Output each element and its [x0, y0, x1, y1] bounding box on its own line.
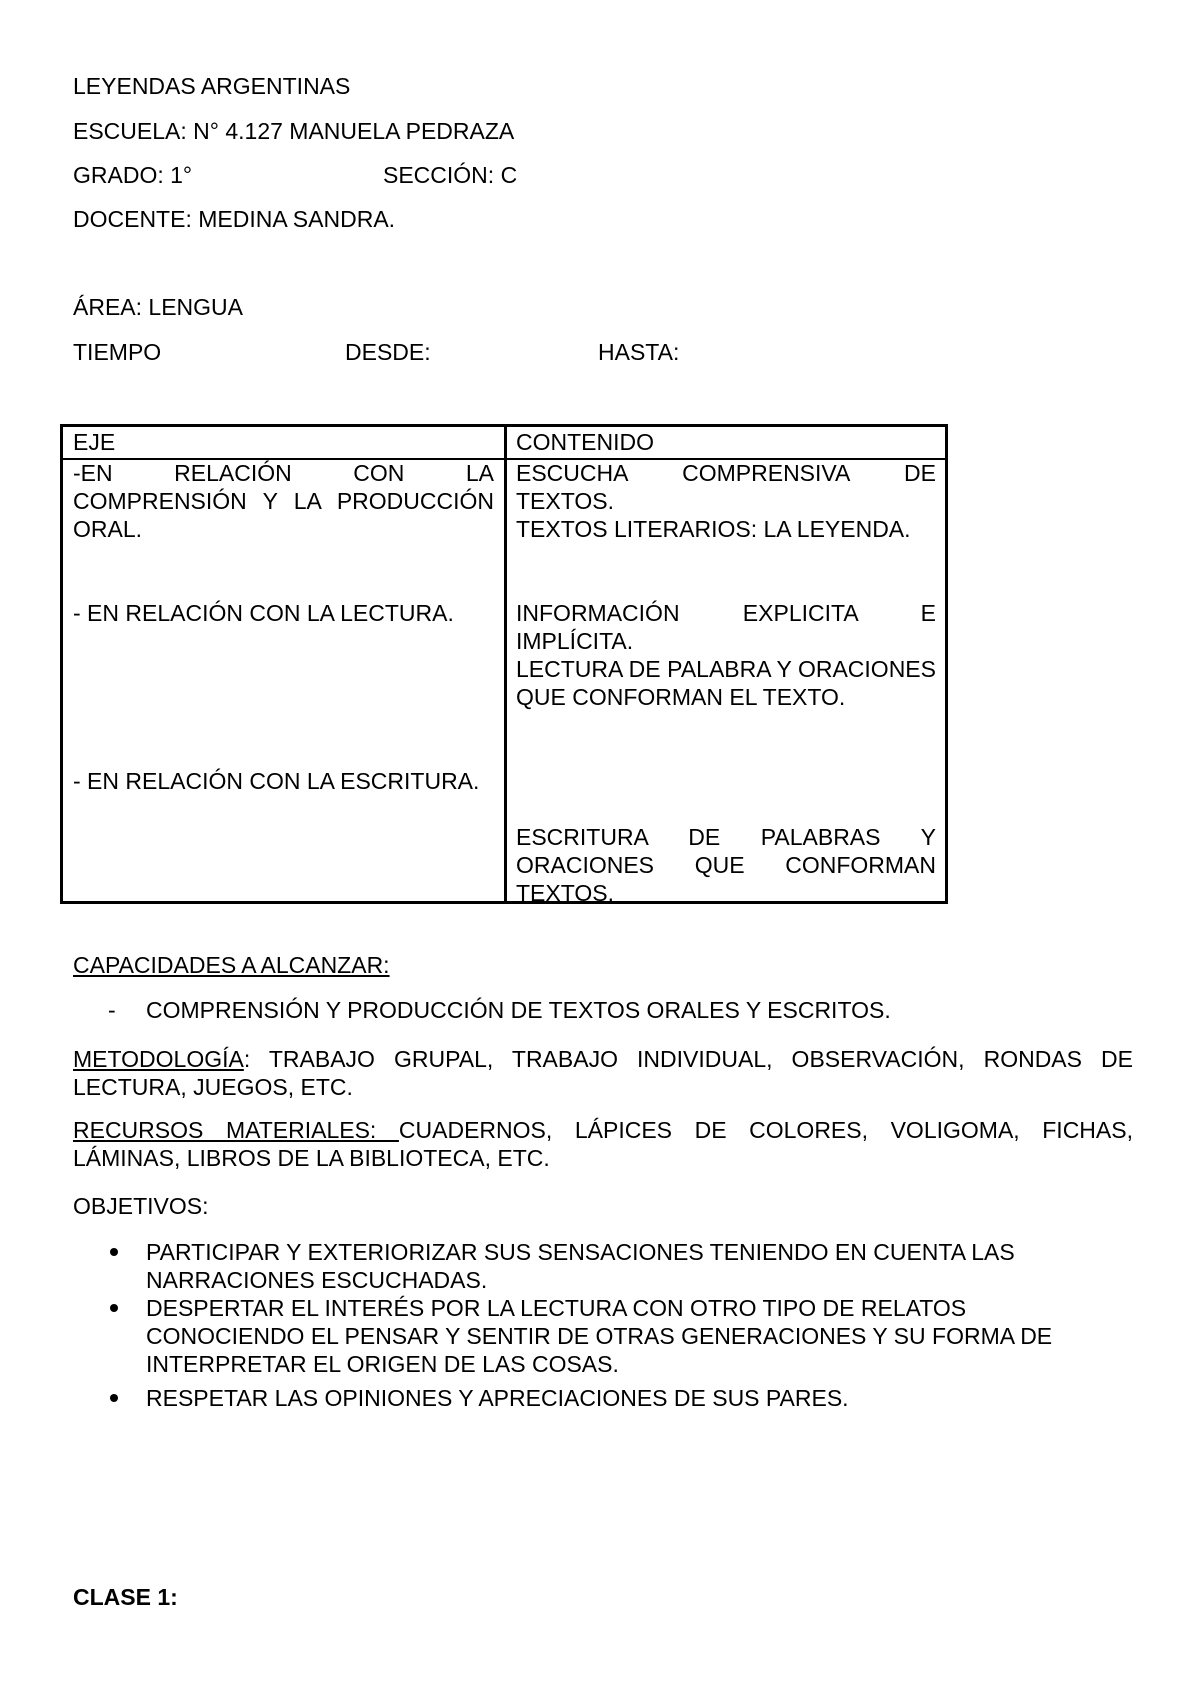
objetivos-heading: OBJETIVOS: [73, 1193, 209, 1219]
bullet-icon [110, 1248, 118, 1256]
area-line: ÁREA: LENGUA [73, 294, 243, 320]
eje-lectura: - EN RELACIÓN CON LA LECTURA. [73, 600, 454, 626]
capacidades-heading: CAPACIDADES A ALCANZAR: [73, 952, 390, 978]
school-line: ESCUELA: N° 4.127 MANUELA PEDRAZA [73, 118, 515, 144]
teacher-line: DOCENTE: MEDINA SANDRA. [73, 206, 396, 232]
time-label: TIEMPO [73, 339, 162, 365]
document-title: LEYENDAS ARGENTINAS [73, 73, 351, 99]
objetivo-item [108, 1238, 1118, 1294]
objetivo-item [108, 1384, 1118, 1412]
bullet-icon [110, 1394, 118, 1402]
objetivo-text: DESPERTAR EL INTERÉS POR LA LECTURA CON OTRO TIPO DE RELATOS CONOCIENDO EL PENSAR Y SENTIR DE OTRAS GENERACIONES Y SU FORMA DE INTERPRETAR EL ORIGEN DE LAS COSAS. [146, 1295, 1053, 1377]
metodologia-label: METODOLOGÍA [73, 1046, 244, 1072]
metodologia-text: : TRABAJO GRUPAL, TRABAJO INDIVIDUAL, OBSERVACIÓN, RONDAS DE LECTURA, JUEGOS, ETC. [73, 1046, 1133, 1100]
recursos-text: CUADERNOS, LÁPICES DE COLORES, VOLIGOMA, FICHAS, LÁMINAS, LIBROS DE LA BIBLIOTECA, ETC. [73, 1117, 1133, 1171]
contenido-escritura: ESCRITURA DE PALABRAS Y ORACIONES QUE CONFORMAN TEXTOS. [516, 824, 936, 906]
grade-line: GRADO: 1° [73, 162, 193, 188]
dash-marker: - [108, 997, 116, 1023]
content-table [60, 424, 948, 904]
eje-oral: -EN RELACIÓN CON LA COMPRENSIÓN Y LA PRODUCCIÓN ORAL. [73, 460, 494, 542]
to-label: HASTA: [598, 339, 680, 365]
eje-escritura: - EN RELACIÓN CON LA ESCRITURA. [73, 768, 480, 794]
objetivo-item [108, 1294, 1118, 1378]
capacidades-item-text: COMPRENSIÓN Y PRODUCCIÓN DE TEXTOS ORALES Y ESCRITOS. [146, 997, 891, 1023]
section-line: SECCIÓN: C [383, 162, 518, 188]
metodologia-paragraph [73, 1045, 1133, 1101]
objetivo-text: PARTICIPAR Y EXTERIORIZAR SUS SENSACIONES TENIENDO EN CUENTA LAS NARRACIONES ESCUCHADAS. [146, 1239, 1015, 1293]
clase-heading: CLASE 1: [73, 1584, 178, 1610]
capacidades-item [108, 996, 891, 1024]
objetivos-list [108, 1238, 1118, 1412]
bullet-icon [110, 1304, 118, 1312]
contenido-textos-literarios: TEXTOS LITERARIOS: LA LEYENDA. [516, 516, 911, 542]
table-column-divider [504, 427, 507, 901]
recursos-paragraph [73, 1116, 1133, 1172]
table-header-contenido: CONTENIDO [516, 429, 654, 455]
recursos-label: RECURSOS MATERIALES: [73, 1117, 399, 1143]
table-header-eje: EJE [73, 429, 116, 455]
from-label: DESDE: [345, 339, 431, 365]
contenido-informacion: INFORMACIÓN EXPLICITA E IMPLÍCITA. [516, 600, 936, 654]
contenido-lectura-palabra: LECTURA DE PALABRA Y ORACIONES QUE CONFORMAN EL TEXTO. [516, 656, 936, 710]
contenido-escucha: ESCUCHA COMPRENSIVA DE TEXTOS. [516, 460, 936, 514]
objetivo-text: RESPETAR LAS OPINIONES Y APRECIACIONES DE SUS PARES. [146, 1385, 849, 1411]
